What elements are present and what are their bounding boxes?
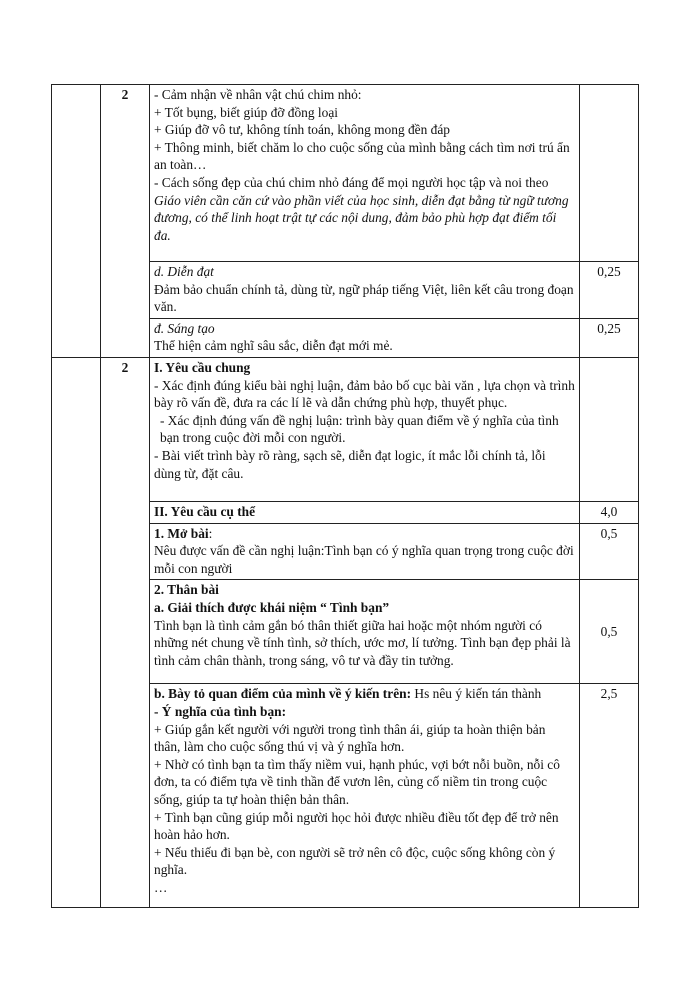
cell-body-definition-content [150, 580, 580, 684]
body-title: 2. Thân bài [154, 582, 219, 598]
creativity-title: đ. Sáng tạo [154, 320, 215, 336]
cell-score-blank [580, 85, 639, 262]
row-appreciation [52, 85, 639, 262]
general-item: - Bài viết trình bày rõ ràng, sạch sẽ, diễn đạt logic, ít mắc lỗi chính tả, lỗi dùng từ, đặt câu. [154, 447, 546, 481]
meaning-item: + Nếu thiếu đi bạn bè, con người sẽ trở nên cô độc, cuộc sống không còn ý nghĩa. [154, 844, 556, 878]
appreciation-line: - Cách sống đẹp của chú chim nhỏ đáng để mọi người học tập và noi theo [154, 174, 549, 190]
answer-key-table [51, 84, 639, 908]
expression-title: d. Diễn đạt [154, 264, 214, 279]
appreciation-line: - Cảm nhận về nhân vật chú chim nhỏ: [154, 87, 362, 102]
appreciation-line: + Tốt bụng, biết giúp đỡ đồng loại [154, 104, 338, 120]
cell-intro-content [150, 523, 580, 580]
appreciation-line: + Giúp đỡ vô tư, không tính toán, không mong đền đáp [154, 122, 451, 138]
meaning-title: - Ý nghĩa của tình bạn: [154, 703, 287, 719]
general-item: - Xác định đúng kiểu bài nghị luận, đảm bảo bố cục bài văn , lựa chọn và trình bày rõ vấn đề, đưa ra các lí lẽ và dẫn chứng phù hợp, thuyết phục. [154, 377, 575, 411]
intro-score: 0,5 [580, 523, 639, 580]
cell-question-blank-2 [52, 357, 101, 907]
body-definition-score: 0,5 [580, 580, 639, 684]
creativity-text: Thể hiện cảm nghĩ sâu sắc, diễn đạt mới mẻ. [154, 338, 393, 354]
intro-title: 1. Mở bài [154, 525, 209, 541]
intro-colon: : [208, 525, 213, 541]
body-definition-subtitle: a. Giải thích được khái niệm “ Tình bạn” [154, 599, 390, 615]
creativity-score: 0,25 [580, 318, 639, 357]
ellipsis: … [154, 879, 168, 895]
body-definition-text: Tình bạn là tình cảm gắn bó thân thiết giữa hai hoặc một nhóm người có những nét chung về tính tình, sở thích, ước mơ, lí tưởng. Tình bạn đẹp phải là tình cảm chân thành, trong sáng, vô tư và đầy tin tưởng. [154, 617, 571, 668]
opinion-title: b. Bày tỏ quan điểm của mình về ý kiến trên: [154, 686, 412, 702]
specific-score: 4,0 [580, 501, 639, 523]
cell-general-content [150, 357, 580, 501]
specific-title: II. Yêu cầu cụ thể [154, 503, 256, 519]
teacher-note: Giáo viên cần căn cứ vào phần viết của học sinh, diễn đạt bằng từ ngữ tương đương, có thể linh hoạt trật tự các nội dung, đảm bảo phù hợp đạt điểm tối đa. [154, 192, 569, 243]
cell-question-blank [52, 85, 101, 358]
cell-section-number: 2 [101, 357, 150, 907]
general-title: I. Yêu cầu chung [154, 359, 251, 375]
expression-score: 0,25 [580, 262, 639, 319]
body-opinion-score: 2,5 [580, 684, 639, 908]
cell-part-label: 2 [101, 85, 150, 358]
cell-specific-content [150, 501, 580, 523]
meaning-item: + Nhờ có tình bạn ta tìm thấy niềm vui, hạnh phúc, vợi bớt nỗi buồn, nỗi cô đơn, ta có điểm tựa về tinh thần để vươn lên, củng cố niềm tin trong cuộc sống, giúp ta tự hoàn thiện bản thân. [154, 756, 560, 807]
intro-text: Nêu được vấn đề cần nghị luận:Tình bạn có ý nghĩa quan trọng trong cuộc đời mỗi con người [154, 543, 574, 576]
row-general-requirements [52, 357, 639, 501]
cell-expression-content [150, 262, 580, 319]
expression-text: Đảm bảo chuẩn chính tả, dùng từ, ngữ pháp tiếng Việt, liên kết câu trong đoạn văn. [154, 281, 574, 315]
cell-score-blank-2 [580, 357, 639, 501]
opinion-title-tail: Hs nêu ý kiến tán thành [411, 686, 542, 702]
cell-creativity-content [150, 318, 580, 357]
appreciation-line: + Thông minh, biết chăm lo cho cuộc sống của mình bằng cách tìm nơi trú ẩn an toàn… [154, 139, 570, 173]
cell-body-opinion-content [150, 684, 580, 908]
cell-appreciation-content [150, 85, 580, 262]
meaning-item: + Giúp gắn kết người với người trong tình thân ái, giúp ta hoàn thiện bản thân, làm cho cuộc sống thú vị và ý nghĩa hơn. [154, 721, 546, 755]
general-item: - Xác định đúng vấn đề nghị luận: trình bày quan điểm về ý nghĩa của tình bạn trong cuộc đời mỗi con người. [160, 412, 559, 446]
meaning-item: + Tình bạn cũng giúp mỗi người học hỏi được nhiều điều tốt đẹp để trở nên hoàn hảo hơn. [154, 809, 559, 843]
